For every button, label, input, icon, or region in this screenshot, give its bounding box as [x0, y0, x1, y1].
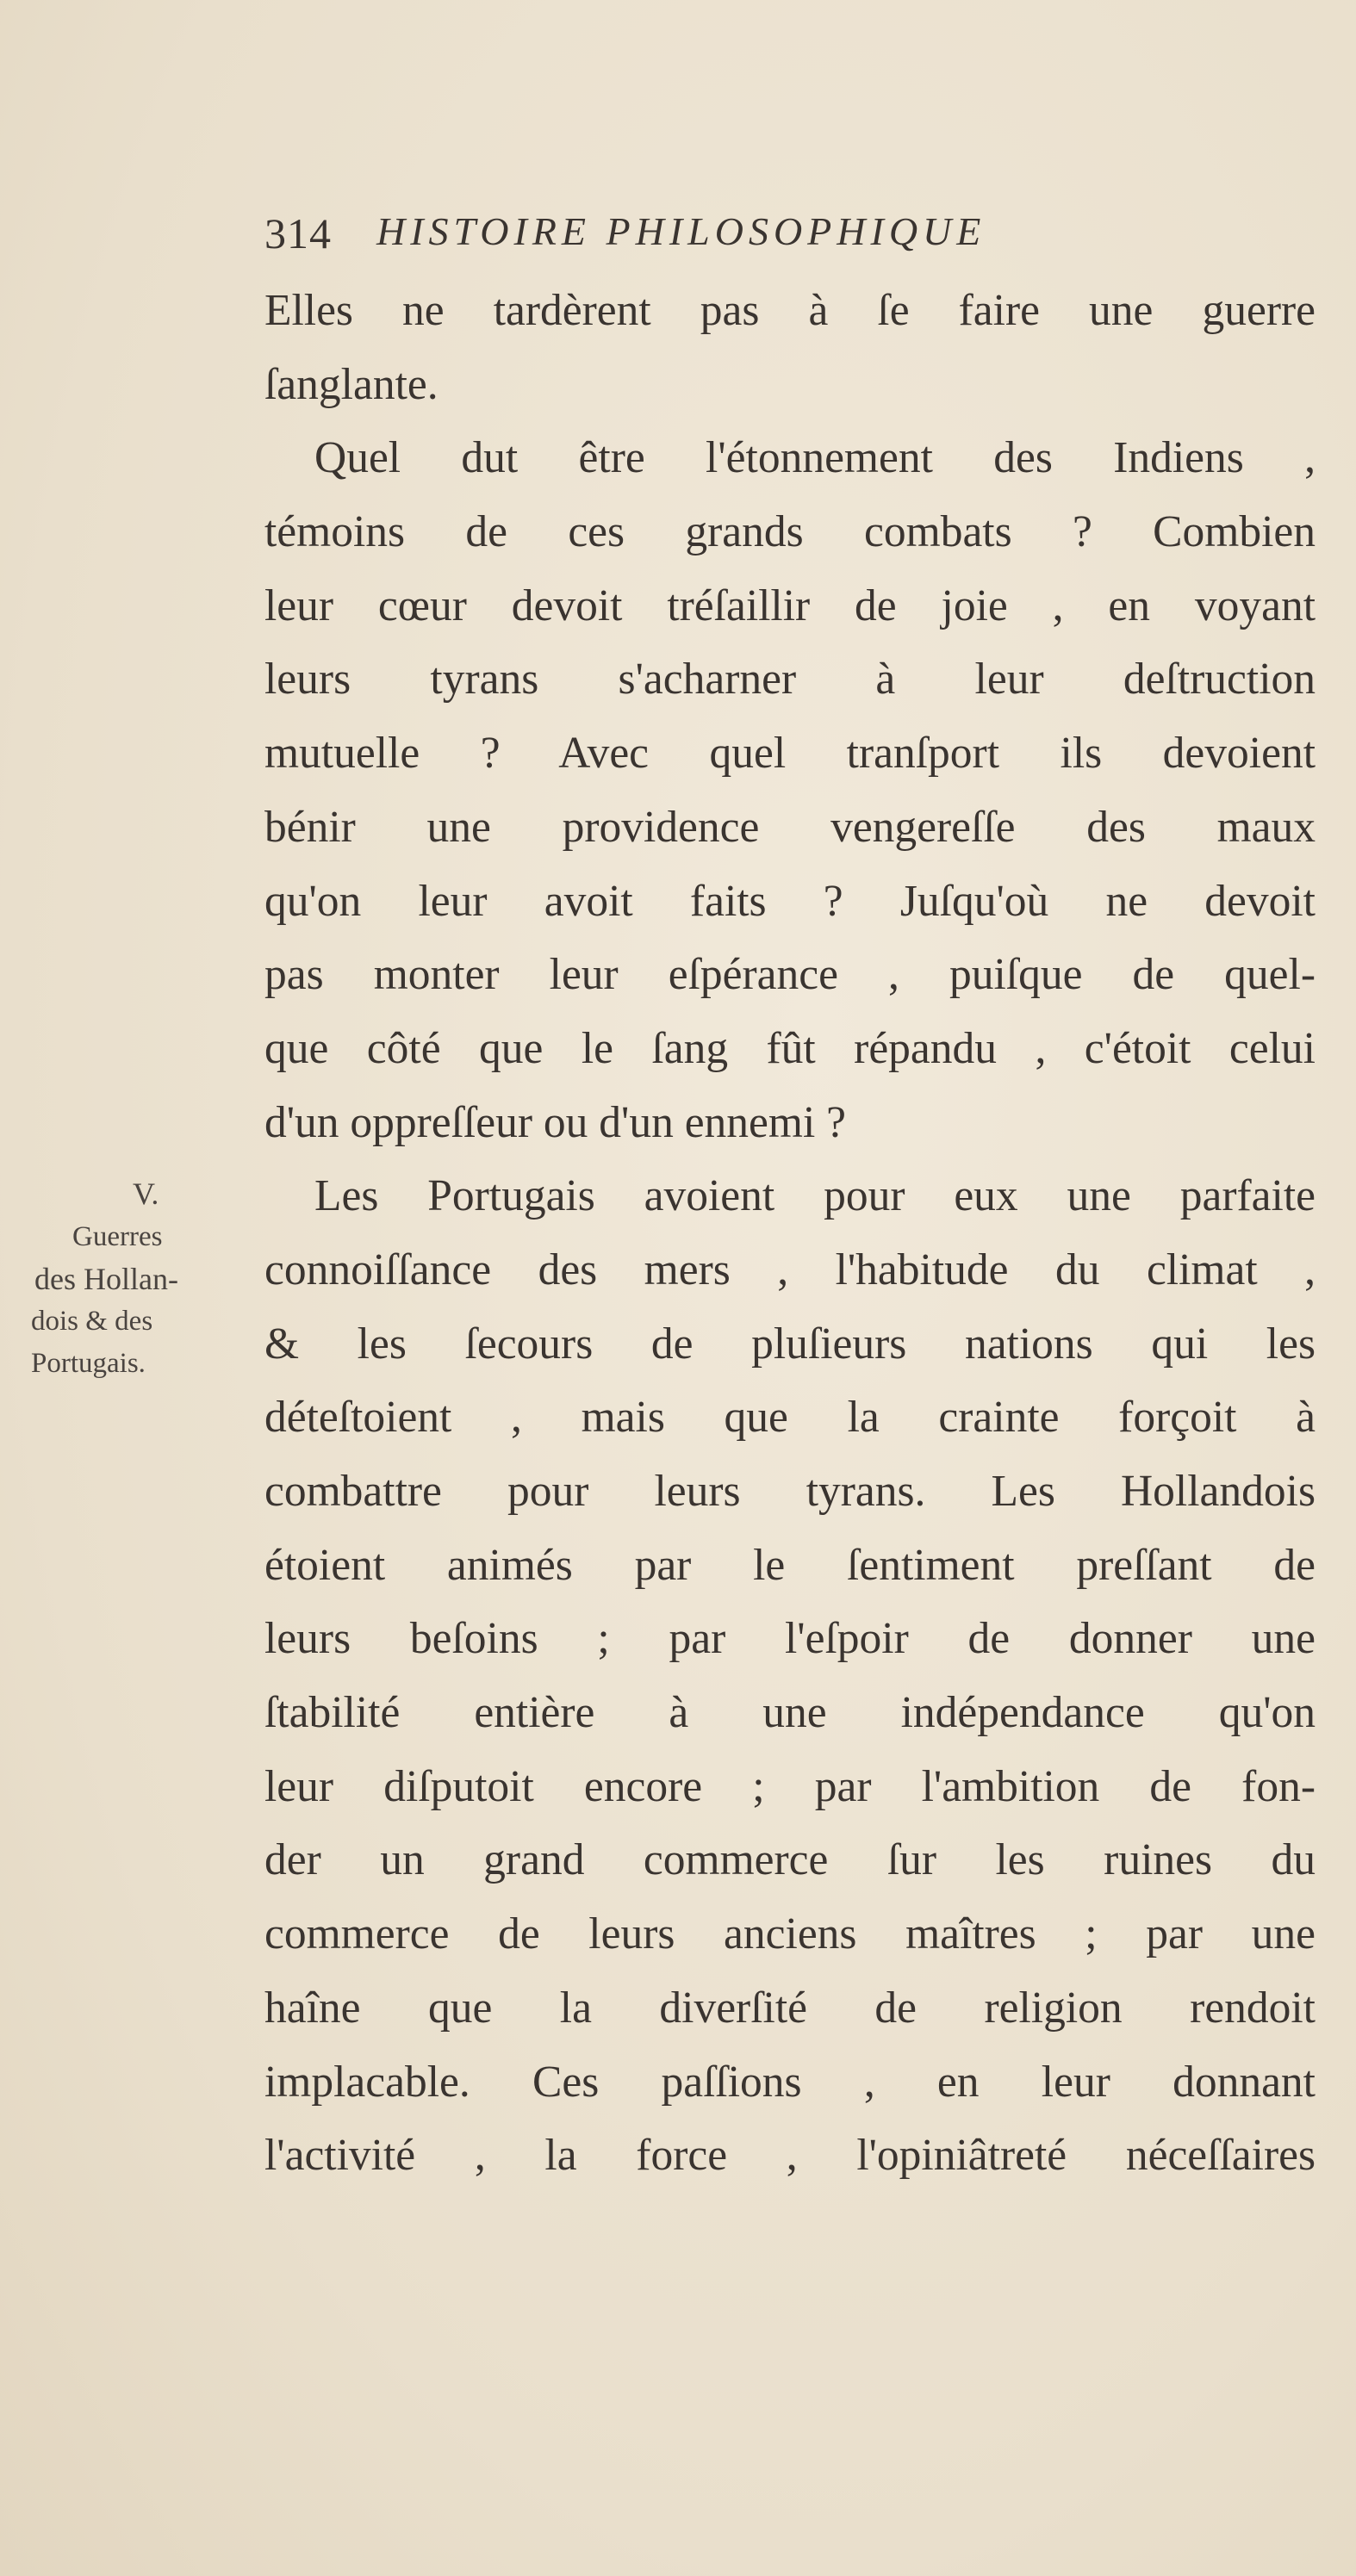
margin-note-line: Guerres: [72, 1221, 163, 1252]
running-title: HISTOIRE PHILOSOPHIQUE: [376, 209, 986, 253]
text-line: connoiſſance des mers , l'habitude du climat ,: [264, 1245, 1316, 1294]
paragraph-start-line: Quel dut être l'étonnement des Indiens ,: [314, 433, 1316, 483]
text-line: leurs tyrans s'acharner à leur deſtruction: [264, 655, 1316, 705]
paragraph-start-line: Les Portugais avoient pour eux une parfaite: [314, 1171, 1316, 1221]
text-line: d'un oppreſſeur ou d'un ennemi ?: [264, 1097, 847, 1147]
text-line: haîne que la diverſité de religion rendoit: [264, 1983, 1316, 2033]
text-line: pas monter leur eſpérance , puiſque de quel-: [264, 950, 1316, 1000]
text-line: qu'on leur avoit faits ? Juſqu'où ne devoit: [264, 876, 1316, 926]
text-line: bénir une providence vengereſſe des maux: [264, 802, 1316, 852]
text-line: étoient animés par le ſentiment preſſant de: [264, 1540, 1316, 1590]
margin-note-line: des Hollan-: [34, 1262, 178, 1296]
margin-note: [31, 1171, 253, 1385]
body-text: [264, 274, 1316, 2193]
text-line: ſanglante.: [264, 359, 439, 409]
text-line: mutuelle ? Avec quel tranſport ils devoient: [264, 729, 1316, 779]
text-line: & les ſecours de pluſieurs nations qui les: [264, 1319, 1316, 1369]
margin-note-number: V.: [133, 1176, 159, 1211]
text-line: déteſtoient , mais que la crainte forçoit à: [264, 1393, 1316, 1443]
text-line: implacable. Ces paſſions , en leur donnant: [264, 2057, 1316, 2107]
text-line: leur diſputoit encore ; par l'ambition de fon-: [264, 1761, 1316, 1811]
text-line: ſtabilité entière à une indépendance qu'on: [264, 1688, 1316, 1738]
text-line: leurs beſoins ; par l'eſpoir de donner une: [264, 1614, 1316, 1664]
text-line: der un grand commerce ſur les ruines du: [264, 1835, 1316, 1885]
page-header: [264, 205, 1281, 267]
text-line: que côté que le ſang fût répandu , c'étoit celui: [264, 1023, 1316, 1073]
margin-note-line: Portugais.: [31, 1348, 146, 1379]
text-line: leur cœur devoit tréſaillir de joie , en voyant: [264, 580, 1316, 630]
text-line: témoins de ces grands combats ? Combien: [264, 507, 1316, 557]
text-line: Elles ne tardèrent pas à ſe faire une guerre: [264, 286, 1316, 335]
text-line: combattre pour leurs tyrans. Les Hollandois: [264, 1467, 1316, 1516]
text-line: l'activité , la force , l'opiniâtreté néceſſaires: [264, 2131, 1316, 2181]
page-number: 314: [264, 209, 332, 258]
margin-note-line: dois & des: [31, 1306, 153, 1337]
text-line: commerce de leurs anciens maîtres ; par une: [264, 1909, 1316, 1959]
